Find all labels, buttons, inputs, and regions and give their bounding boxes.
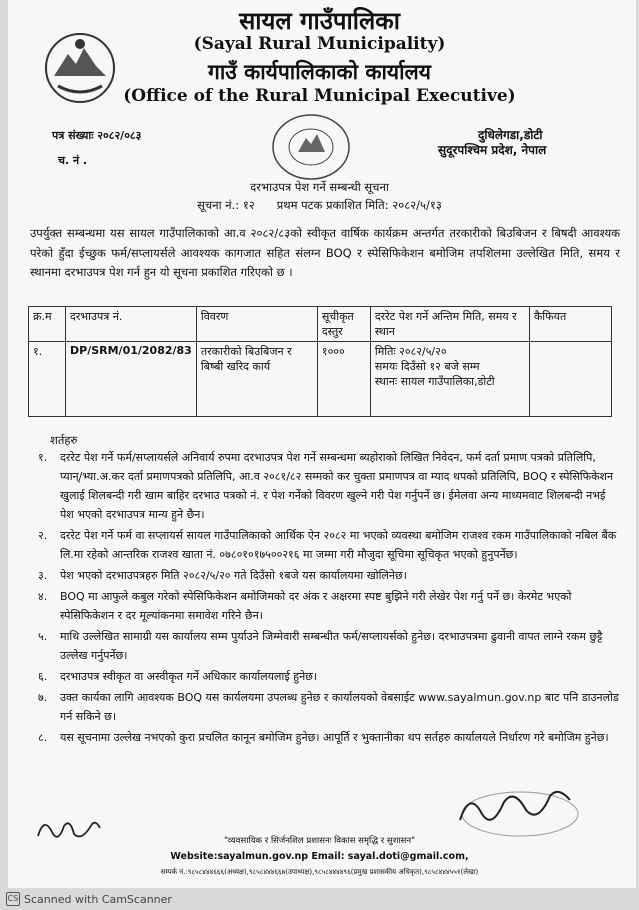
deadline-time: समयः दिउँसो १२ बजे सम्म	[374, 360, 480, 373]
watermark-text: Scanned with CamScanner	[24, 892, 172, 906]
municipality-name-np: सायल गाउँपालिका	[239, 7, 400, 35]
footer-contact: Website:sayalmun.gov.np Email: sayal.doti@gmail.com,	[170, 851, 469, 862]
cell-remarks	[529, 342, 611, 417]
col-sn: क्र.म	[29, 307, 66, 342]
notice-title: दरभाउपत्र पेश गर्ने सम्बन्धी सूचना	[250, 180, 389, 194]
list-item: ६. दरभाउपत्र स्वीकृत वा अस्वीकृत गर्ने अधिकार कार्यालयलाई हुनेछ।	[38, 670, 318, 683]
deadline-date: मितिः २०८२/५/२०	[374, 345, 447, 358]
table-header-row	[29, 307, 612, 342]
footer-phones: सम्पर्क नं.:९८५८४४४६६६(अध्यक्ष),९८५८४४४६६७(उपाध्यक्ष),९८५८४४४४९६(प्रमुख प्रशासकीय अधिकृत),९८५८४४४५५१(लेखा)	[160, 868, 479, 876]
office-province: सुदूरपश्चिम प्रदेश, नेपाल	[438, 143, 547, 157]
list-item: ४. BOQ मा आफुले कबुल गरेको स्पेसिफिकेशन बमोजिमको दर अंक र अक्षरमा स्पष्ट बुझिने गरी लेखेर पेश गर्नु पर्ने छ। केरमेट भएको स्पेसिफिकेशन र दर मूल्यांकनमा समावेश गरिने छैन।	[38, 590, 572, 622]
cell-description: तरकारीको बिउबिजन र बिष्बी खरिद कार्य	[196, 342, 317, 417]
list-item: ८. यस सूचनामा उल्लेख नभएको कुरा प्रचलित कानून बमोजिम हुनेछ। आपूर्ति र भुक्तानीका थप सर्तहरु कार्यालयले निर्धारण गरे बमोजिम हुनेछ।	[38, 731, 609, 744]
list-item: ७. उक्त कार्यका लागि आवश्यक BOQ यस कार्यलयमा उपलब्ध हुनेछ र कार्यालयको वेबसाईट www.sayalmun.gov.np बाट पनि डाउनलोड गर्न सकिने छ।	[38, 691, 619, 723]
intro-paragraph: उपर्युक्त सम्बन्धमा यस सायल गाउँपालिकाको आ.व २०८२/८३को स्वीकृत वार्षिक कार्यक्रम अन्तर्गत तरकारीको बिउबिजन र बिषदी आवश्यक परेको हुँदा ईच्छुक फर्म/सप्लायर्सले आवश्यक कागजात सहित संलग्न BOQ र स्पेसिफिकेशन बमोजिम तपशिलमा उल्लेखित मिति, समय र स्थानमा दरभाउपत्र पेश गर्न हुन यो सूचना प्रकाशित गरिएको छ ।	[30, 226, 620, 279]
list-item: ३. पेश भएको दरभाउपत्रहरु मिति २०८२/५/२० गते दिउँसो १बजे यस कार्यालयमा खोलिनेछ।	[38, 569, 407, 582]
col-bid-no: दरभाउपत्र नं.	[66, 307, 197, 342]
conditions-list	[38, 448, 620, 749]
list-item: ५. माथि उल्लेखित सामाग्री यस कार्यालय सम्म पुर्याउने जिम्मेवारी सम्बन्धीत फर्म/सप्लायर्सको हुनेछ। दरभाउपत्रमा ढुवानी वापत लाग्ने रकम छुट्टै उल्लेख गर्नुपर्नेछ।	[38, 630, 603, 662]
municipality-name-en: (Sayal Rural Municipality)	[193, 34, 446, 54]
cell-deadline	[370, 342, 529, 417]
cell-fee: १०००	[317, 342, 370, 417]
list-item: २. दररेट पेश गर्ने फर्म वा सप्लायर्स सायल गाउँपालिकाको आर्थिक ऐन २०८२ मा भएको व्यवस्था बमोजिम राजश्व रकम गाउँपालिकाको नबिल बैंक लि.मा रहेको आन्तरिक राजश्व खाता नं. ०७८०१०१७५००२१६ मा जम्मा गरी मौजुदा सूचिमा सूचिकृत भएको हुनुपर्नेछ।	[38, 529, 617, 561]
signature-right-icon	[450, 780, 580, 840]
office-seal-icon	[270, 112, 352, 182]
camscanner-logo-icon: CS	[6, 892, 20, 906]
table-row	[29, 342, 612, 417]
letter-number: पत्र संख्याः २०८२/०८३	[52, 129, 142, 142]
col-description: विवरण	[196, 307, 317, 342]
col-deadline: दररेट पेश गर्ने अन्तिम मिति, समय र स्थान	[370, 307, 529, 342]
list-item: १. दररेट पेश गर्ने फर्म/सप्लायर्सले अनिवार्य रुपमा दरभाउपत्र पेश गर्ने सम्बन्धमा ब्यहोराको लिखित निवेदन, फर्म दर्ता प्रमाण पत्रको प्रतिलिपि, प्यान्/भ्या.अ.कर दर्ता प्रमाणपत्रको प्रतिलिपि, आ.व २०८१/८२ सम्मको कर चुक्ता प्रमाणपत्र वा म्याद थपको प्रतिलिपि, BOQ र स्पेसिफिकेशन खुलाई शिलबन्दी गरी खाम बाहिर दरभाउ पत्रको नं. र पेश गर्नेको विवरण खुल्ने गरी पेश गर्नुपर्ने छ। ईमेलवा अन्य माध्यमवाट शिलबन्दी नभई पेश भएको दरभाउपत्र मान्य हुने छैन।	[38, 451, 614, 521]
deadline-place: स्थानः सायल गाउँपालिका,डोटी	[374, 375, 495, 388]
notice-number-line: सूचना नं.: १२ प्रथम पटक प्रकाशित मिति: २०८२/५/१३	[197, 198, 442, 212]
col-fee: सूचीकृत दस्तुर	[317, 307, 370, 342]
col-remarks: कैफियत	[529, 307, 611, 342]
conditions-title: शर्तहरु	[50, 433, 78, 447]
office-place: दुधिलेगडा,डोटी	[478, 128, 543, 142]
bid-table	[28, 306, 612, 417]
office-name-en: (Office of the Rural Municipal Executive)	[123, 86, 516, 106]
office-name-np: गाउँ कार्यपालिकाको कार्यालय	[208, 60, 431, 84]
cell-bid-no: DP/SRM/01/2082/83	[66, 342, 197, 417]
cell-sn: १.	[29, 342, 66, 417]
footer-slogan: "व्यवसायिक र सिर्जनशिल प्रशासनः विकास समृद्धि र सुशासन"	[224, 836, 415, 846]
camscanner-watermark	[6, 892, 172, 906]
dispatch-number: च. नं .	[58, 154, 88, 167]
